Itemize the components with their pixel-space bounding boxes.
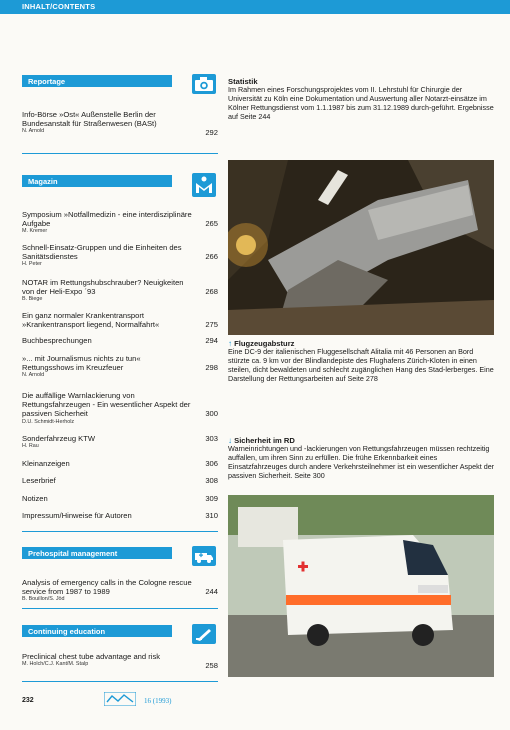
sicherheit-block: ↓ Sicherheit im RD Warneinrichtungen und -lackierungen von Rettungsfahrzeugen müssen rechtzeitig auffallen, um ihren Sinn zu erfüllen. Die frühe Erkennbarkeit eines Einsatzfahrzeuges durch andere Verkehrsteilnehmer ist ein wesentlicher Aspekt der passiven Sicherheit. Seite 300 (228, 436, 495, 480)
toc-entry[interactable]: Die auffällige Warnlackierung von Rettungsfahrzeugen - Ein wesentlicher Aspekt der passiven Sicherheit D.U. Schmidt-Herholz 300 (22, 391, 218, 425)
section-bar-magazin (22, 175, 172, 187)
page-number: 232 (22, 697, 34, 704)
absturz-block: ↑ Flugzeugabsturz Eine DC-9 der italienischen Fluggesellschaft Alitalia mit 46 Personen an Bord stürzte ca. 9 km vor der Blindlandepiste des Flughafens Zürich-Kloten in einen steilen, dicht bewaldeten und schlecht zugänglichen Hang des Stad-lerberges. Eine Darstellung der Rettungsarbeiten auf Seite 278 (228, 339, 494, 383)
magazine-m-icon (192, 173, 216, 197)
ambulance-photo (228, 495, 494, 677)
toc-entry[interactable]: NOTAR im Rettungshubschrauber? Neuigkeiten von der Heli-Expo ´93 B. Biege 268 (22, 278, 218, 303)
section-label: Prehospital management (28, 548, 118, 558)
toc-entry[interactable]: Schnell-Einsatz-Gruppen und die Einheiten des Sanitätsdienstes H. Peter 266 (22, 243, 218, 268)
arrow-up-icon: ↑ (228, 339, 232, 348)
issue-number: 16 (1993) (144, 697, 172, 705)
section-label: Reportage (28, 76, 66, 86)
toc-entry[interactable]: Buchbesprechungen 294 (22, 336, 218, 345)
toc-entry[interactable]: »... mit Journalismus nichts zu tun« Rettungsshows im Kreuzfeuer N. Arnold 298 (22, 354, 218, 379)
divider (22, 531, 218, 532)
toc-entry[interactable]: Sonderfahrzeug KTW H. Rau 303 (22, 434, 218, 450)
section-label: Continuing education (28, 626, 106, 636)
scalpel-icon (192, 624, 216, 644)
toc-entry[interactable]: Kleinanzeigen 306 (22, 459, 218, 468)
camera-icon (192, 74, 216, 94)
toc-entry[interactable]: Ein ganz normaler Krankentransport »Krankentransport liegend, Normalfahrt« 275 (22, 311, 218, 330)
toc-entry[interactable]: Leserbrief 308 (22, 476, 218, 485)
toc-entry[interactable]: Preclinical chest tube advantage and risk M. Holch/C.J. Kant/M. Stalp 258 (22, 652, 218, 670)
statistik-block: Statistik Im Rahmen eines Forschungsprojektes vom II. Lehrstuhl für Chirurgie der Universität zu Köln eine Dokumentation und Auswertung aller Notarzt-einsätze im Kölner Rettungsdienst vom 1.1.1987 bis zum 31.12.1989 durch-geführt. Ergebnisse auf Seite 244 (228, 77, 494, 121)
divider (22, 681, 218, 682)
toc-entry[interactable]: Impressum/Hinweise für Autoren 310 (22, 511, 218, 520)
arrow-down-icon: ↓ (228, 436, 232, 445)
ambulance-icon (192, 546, 216, 566)
toc-entry[interactable]: Info-Börse »Ost« Außenstelle Berlin der Bundesanstalt für Straßenwesen (BASt) N. Arnold 292 (22, 110, 218, 137)
magazine-logo (104, 692, 136, 706)
toc-entry[interactable]: Analysis of emergency calls in the Cologne rescue service from 1987 to 1989 B. Bouillon/S. Jöd 244 (22, 578, 218, 603)
header-bar (0, 0, 510, 14)
divider (22, 608, 218, 609)
divider (22, 153, 218, 154)
section-bar-prehospital (22, 547, 172, 559)
header-title: INHALT/CONTENTS (22, 2, 96, 11)
toc-entry[interactable]: Notizen 309 (22, 494, 218, 503)
section-bar-reportage (22, 75, 172, 87)
section-label: Magazin (28, 176, 58, 186)
section-bar-continuing (22, 625, 172, 637)
toc-entry[interactable]: Symposium »Notfallmedizin - eine interdisziplinäre Aufgabe M. Kremer 265 (22, 210, 218, 235)
crash-photo (228, 160, 494, 335)
